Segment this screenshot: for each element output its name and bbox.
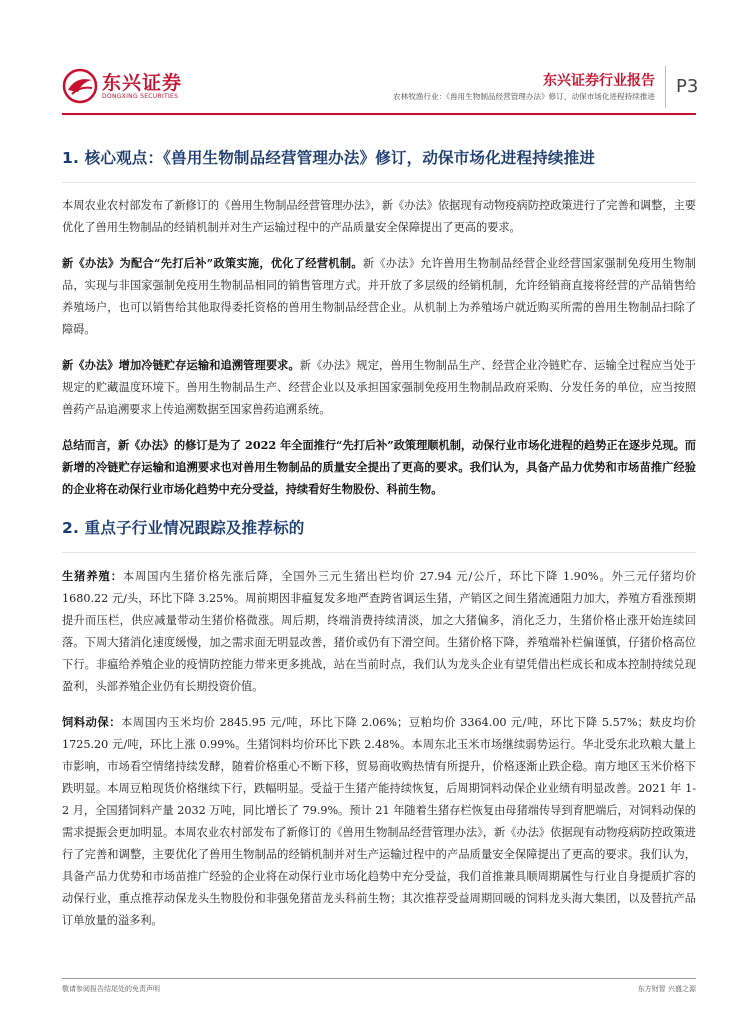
feed-animal-health-text: 本周国内玉米均价 2845.95 元/吨，环比下降 2.06%；豆粕均价 3364.00 元/吨，环比下降 5.57%；麸皮均价 1725.20 元/吨，环比上涨 0.99%。生猪饲料均价环比下跌 2.48%。本周东北玉米市场继续弱势运行。华北受东北玖粮大量上市影响，市场看空情绪持续发酵，随着价格重心不断下移，贸易商收购热情有所提升，价格逐渐止跌企稳。南方地区玉米价格下跌明显。本周豆粕现货价格继续下行，跌幅明显。受益于生猪产能持续恢复，后周期饲料动保企业业绩有明显改善。2021 年 1-2 月，全国猪饲料产量 2032 万吨，同比增长了 79.9%。预计 21 年随着生猪存栏恢复由母猪端传导到育肥端后，对饲料动保的需求提振会更加明显。本周农业农村部发布了新修订的《兽用生物制品经营管理办法》，新《办法》依据现有动物疫病防控政策进行了完善和调整，主要优化了兽用生物制品的经销机制并对生产运输过程中的产品质量安全保障提出了更高的要求。我们认为，具备产品力优势和市场苗推广经验的企业将在动保行业市场化趋势中充分受益，我们首推兼具顺周期属性与行业自身提质扩容的动保行业，重点推荐动保龙头生物股份和非强免猪苗龙头科前生物；其次推荐受益周期回暖的饲料龙头海大集团，以及替抗产品订单放量的溢多利。: [62, 716, 696, 927]
paragraph-2-body: 新《办法》允许兽用生物制品经营企业经营国家强制免疫用生物制品，实现与非国家强制免疫用生物制品相同的销售管理方式。并开放了多层级的经销机制，允许经销商直接将经营的产品销售给养殖场户，也可以销售给其他取得委托资格的兽用生物制品经营企业。从机制上为养殖场户就近购买所需的兽用生物制品扫除了障碍。: [62, 257, 696, 336]
section-divider: [62, 552, 696, 553]
paragraph-2-lead: 新《办法》为配合“先打后补”政策实施，优化了经营机制。: [62, 256, 363, 270]
header-divider: [665, 66, 666, 108]
pig-farming-paragraph: [62, 565, 696, 698]
report-title: 东兴证券行业报告: [543, 73, 655, 89]
paragraph-3-body: 新《办法》规定，兽用生物制品生产、经营企业冷链贮存、运输全过程应当处于规定的贮藏温度环境下。兽用生物制品生产、经营企业以及承担国家强制免疫用生物制品政府采购、分发任务的单位，应当按照兽药产品追溯要求上传追溯数据至国家兽药追溯系统。: [62, 359, 696, 416]
company-logo: [62, 66, 192, 108]
footer-slogan: 东方财智 兴盛之源: [637, 985, 696, 993]
footer-disclaimer: 敬请参阅报告结尾处的免责声明: [62, 985, 160, 993]
section-1-paragraph-3: [62, 354, 696, 421]
section-1-paragraph-1: 本周农业农村部发布了新修订的《兽用生物制品经营管理办法》，新《办法》依据现有动物疫病防控政策进行了完善和调整，主要优化了兽用生物制品的经销机制并对生产运输过程中的产品质量安全保障提出了更高的要求。: [62, 199, 696, 234]
header-rule: [62, 113, 696, 115]
section-2-heading: 2. 重点子行业情况跟踪及推荐标的: [62, 519, 305, 537]
logo-mark-icon: [62, 68, 98, 104]
page-header: [0, 0, 755, 130]
section-1-paragraph-2: [62, 252, 696, 341]
section-divider: [62, 182, 696, 183]
pig-farming-text: 本周国内生猪价格先涨后降，全国外三元生猪出栏均价 27.94 元/公斤，环比下降 1.90%。外三元仔猪均价 1680.22 元/头，环比下降 3.25%。周前期因非瘟复发多地严查跨省调运生猪，产销区之间生猪流通阻力加大，养殖方看涨预期提升而压栏，供应减量带动生猪价格微涨。周后期，终端消费持续清淡，加之大猪偏多，消化乏力，生猪价格止涨开始连续回落。下周大猪消化速度缓慢，加之需求面无明显改善，猪价或仍有下滑空间。生猪价格下降，养殖端补栏偏谨慎，仔猪价格高位下行。非瘟给养殖企业的疫情防控能力带来更多挑战，站在当前时点，我们认为龙头企业有望凭借出栏成长和成本控制持续兑现盈利，头部养殖企业仍有长期投资价值。: [62, 570, 696, 693]
logo-chinese-name: 东兴证券: [102, 72, 183, 94]
section-1-heading: 1. 核心观点：《兽用生物制品经营管理办法》修订，动保市场化进程持续推进: [62, 149, 596, 167]
report-subtitle: 农林牧渔行业：《兽用生物制品经营管理办法》修订，动保市场化进程持续推进: [393, 92, 655, 101]
feed-animal-health-paragraph: [62, 711, 696, 932]
section-1-summary: 总结而言，新《办法》的修订是为了 2022 年全面推行“先打后补”政策理顺机制，动保行业市场化进程的趋势正在逐步兑现。而新增的冷链贮存运输和追溯要求也对兽用生物制品的质量安全提出了更高的要求。我们认为，具备产品力优势和市场苗推广经验的企业将在动保行业市场化趋势中充分受益，持续看好生物股份、科前生物。: [62, 438, 696, 496]
footer-rule: [62, 978, 696, 979]
main-content: [62, 142, 696, 945]
logo-english-name: DONGXING SECURITIES: [102, 93, 179, 100]
pig-farming-label: 生猪养殖：: [62, 569, 123, 583]
page-number: P3: [676, 76, 699, 97]
feed-animal-health-label: 饲料动保：: [62, 715, 122, 729]
paragraph-3-lead: 新《办法》增加冷链贮存运输和追溯管理要求。: [62, 358, 300, 372]
